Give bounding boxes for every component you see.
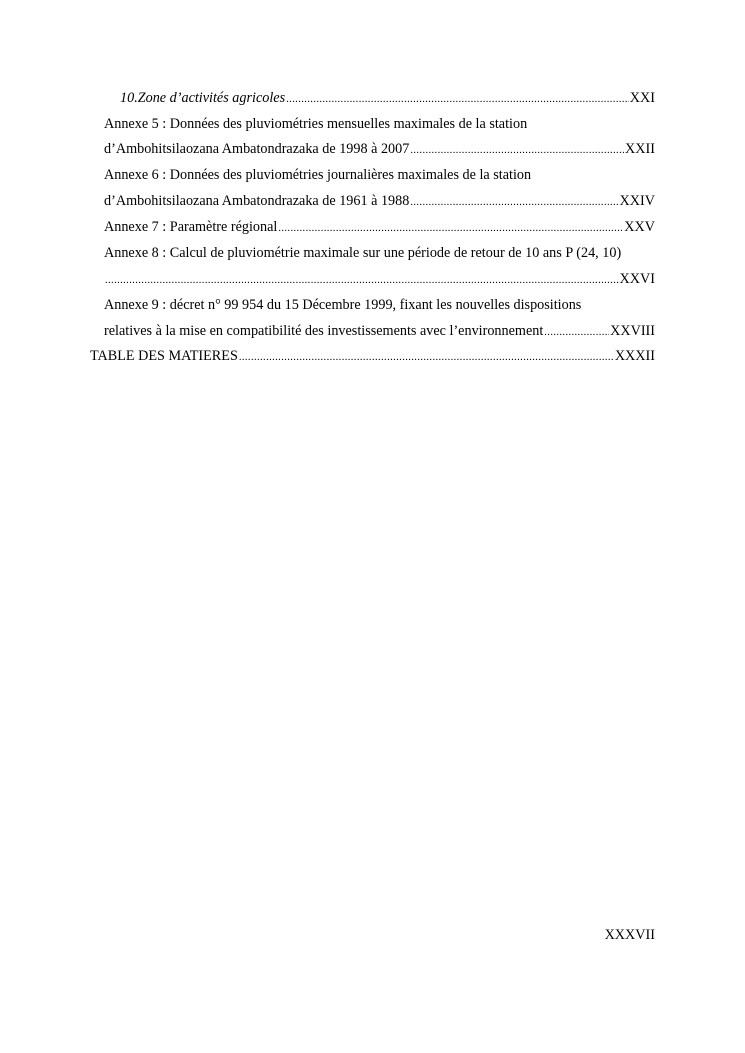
toc-entry-page: XXXII — [614, 348, 655, 364]
toc-entry-page: XXI — [629, 90, 655, 106]
toc-entry-zone-activites-agricoles — [120, 89, 655, 109]
toc-entry-annexe-7 — [104, 218, 655, 238]
toc-entry-title: d’Ambohitsilaozana Ambatondrazaka de 1998 à 2007 — [104, 141, 410, 157]
toc-entry-table-des-matieres — [90, 347, 655, 367]
toc-entry-annexe-6 — [104, 192, 655, 212]
dot-leader — [410, 142, 624, 160]
toc-entry-number: 10. — [120, 90, 138, 106]
toc-entry-title: Annexe 7 : Paramètre régional — [104, 219, 278, 235]
dot-leader — [286, 91, 629, 109]
toc-entry-page: XXIV — [619, 193, 655, 209]
toc-entry-annexe-5-line1: Annexe 5 : Données des pluviométries mensuelles maximales de la station — [104, 116, 528, 132]
toc-entry-annexe-9 — [104, 322, 655, 342]
toc-entry-annexe-8 — [104, 270, 655, 290]
toc-entry-page: XXVIII — [610, 323, 655, 339]
toc-entry-title: Zone d’activités agricoles — [137, 90, 286, 106]
toc-entry-annexe-6-line1: Annexe 6 : Données des pluviométries journalières maximales de la station — [104, 167, 532, 183]
toc-entry-title: d’Ambohitsilaozana Ambatondrazaka de 1961 à 1988 — [104, 193, 410, 209]
dot-leader — [239, 349, 614, 367]
toc-entry-page: XXII — [625, 141, 655, 157]
toc-entry-annexe-9-line1: Annexe 9 : décret n° 99 954 du 15 Décembre 1999, fixant les nouvelles dispositions — [104, 297, 582, 313]
dot-leader — [278, 220, 623, 238]
toc-entry-page: XXVI — [619, 271, 655, 287]
page-number: XXXVII — [604, 927, 655, 943]
dot-leader — [544, 324, 609, 342]
toc-entry-page: XXV — [624, 219, 655, 235]
dot-leader — [410, 194, 618, 212]
toc-entry-title: relatives à la mise en compatibilité des investissements avec l’environnement — [104, 323, 544, 339]
dot-leader — [105, 272, 619, 290]
toc-entry-annexe-8-line1: Annexe 8 : Calcul de pluviométrie maximale sur une période de retour de 10 ans P (24, 10) — [104, 245, 622, 261]
toc-entry-annexe-5 — [104, 140, 655, 160]
toc-entry-title: TABLE DES MATIERES — [90, 348, 238, 364]
